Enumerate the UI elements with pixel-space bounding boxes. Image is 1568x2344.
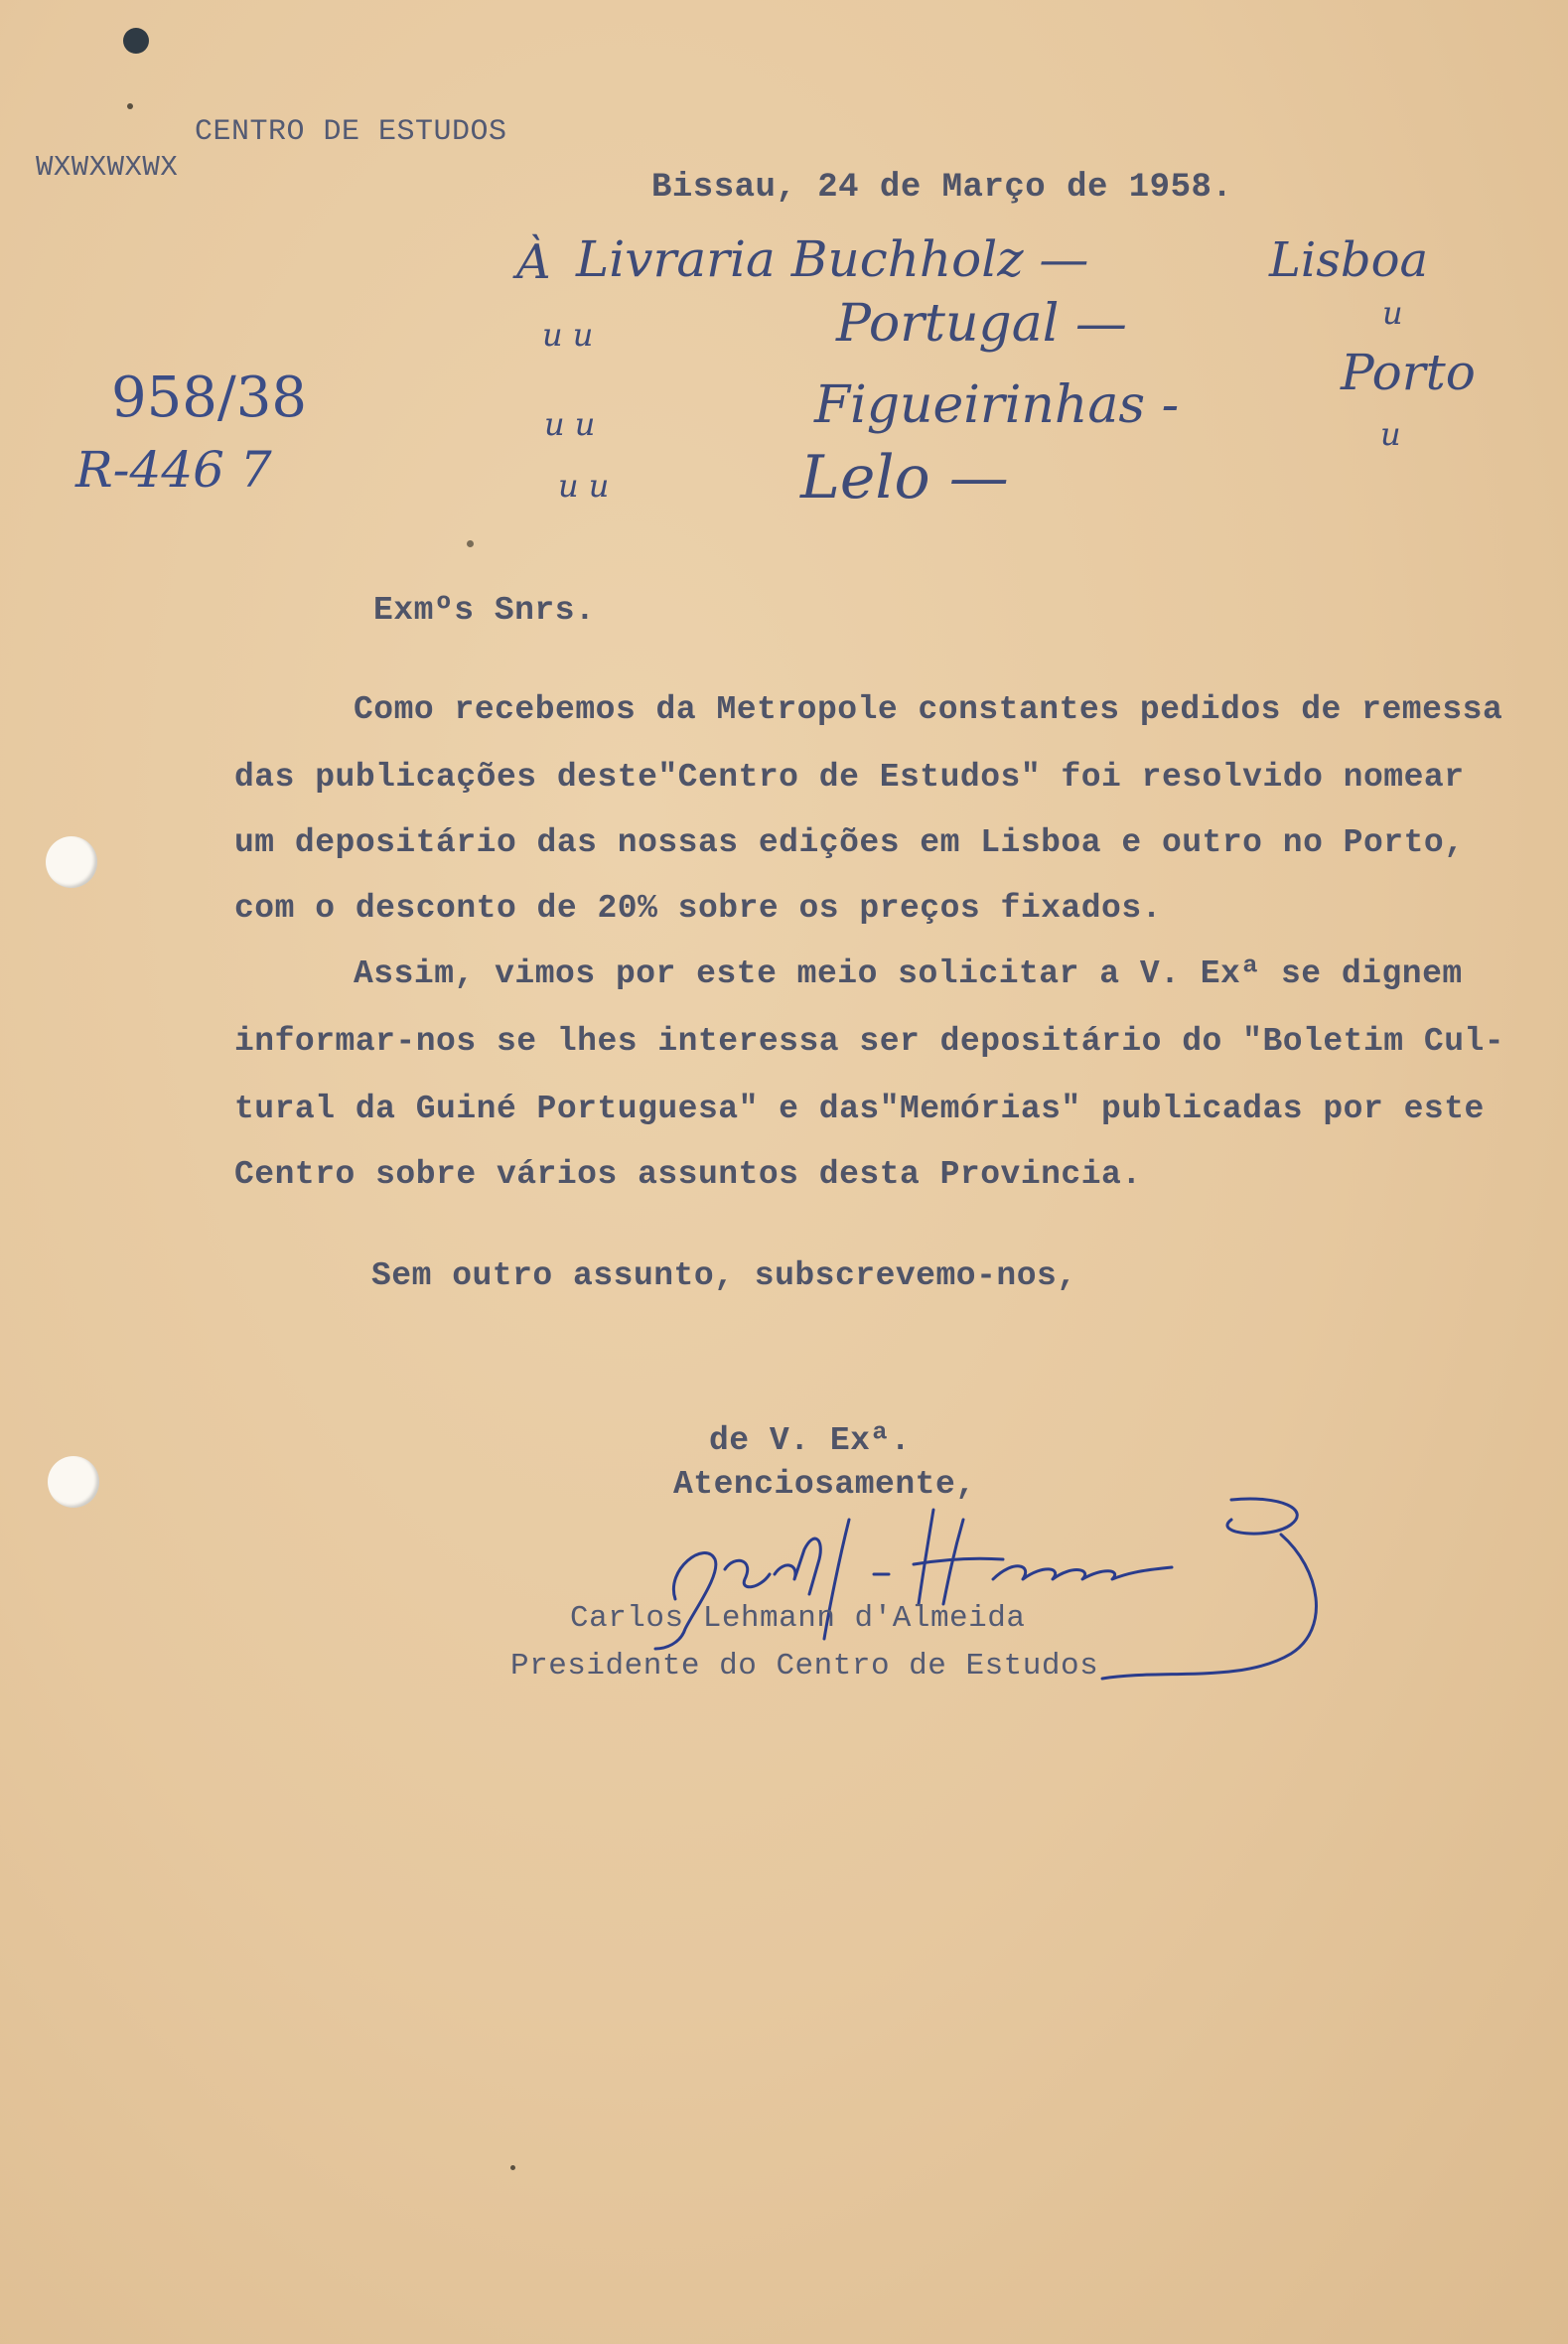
recipient-prefix: À (516, 234, 551, 290)
recipient-name: Portugal — (836, 294, 1127, 354)
ink-spot (123, 28, 149, 54)
recipient-city: Porto (1341, 344, 1476, 401)
body-line: Assim, vimos por este meio solicitar a V. Exª se dignem (354, 955, 1463, 992)
signoff-line: de V. Exª. (709, 1422, 912, 1459)
recipient-city: u (1382, 294, 1403, 332)
institution-name: CENTRO DE ESTUDOS (195, 115, 507, 149)
recipient-prefix: u u (542, 316, 594, 354)
recipient-name: Livraria Buchholz — (576, 230, 1089, 288)
reference-code: R-446 7 (75, 441, 272, 499)
signer-name: Carlos Lehmann d'Almeida (570, 1601, 1026, 1636)
body-line: Centro sobre vários assuntos desta Provincia. (234, 1156, 1142, 1193)
salutation: Exmºs Snrs. (373, 592, 596, 629)
recipient-city: u (1380, 415, 1401, 453)
body-line: tural da Guiné Portuguesa" e das"Memórias" publicadas por este (234, 1091, 1485, 1127)
body-line: informar-nos se lhes interessa ser depositário do "Boletim Cul- (234, 1023, 1505, 1060)
date-line: Bissau, 24 de Março de 1958. (651, 169, 1233, 207)
binder-hole-bottom (48, 1456, 99, 1508)
speck (510, 2165, 515, 2170)
binder-hole-top (46, 836, 97, 888)
recipient-city: Lisboa (1269, 232, 1429, 288)
body-line: Como recebemos da Metropole constantes pedidos de remessa (354, 691, 1503, 728)
signoff-line: Atenciosamente, (673, 1466, 976, 1503)
closing-line: Sem outro assunto, subscrevemo-nos, (371, 1257, 1077, 1294)
reference-number: 958/38 (111, 366, 308, 430)
speck (467, 540, 474, 547)
recipient-prefix: u u (544, 405, 596, 443)
body-line: um depositário das nossas edições em Lisboa e outro no Porto, (234, 824, 1465, 861)
speck (127, 103, 133, 109)
recipient-name: Figueirinhas - (814, 375, 1180, 435)
recipient-name: Lelo — (800, 443, 1009, 513)
body-line: com o desconto de 20% sobre os preços fixados. (234, 890, 1162, 927)
signer-title: Presidente do Centro de Estudos (510, 1649, 1099, 1684)
recipient-prefix: u u (558, 467, 610, 505)
overstrike-text: WXWXWXWX (36, 151, 179, 184)
body-line: das publicações deste"Centro de Estudos" foi resolvido nomear (234, 759, 1465, 796)
